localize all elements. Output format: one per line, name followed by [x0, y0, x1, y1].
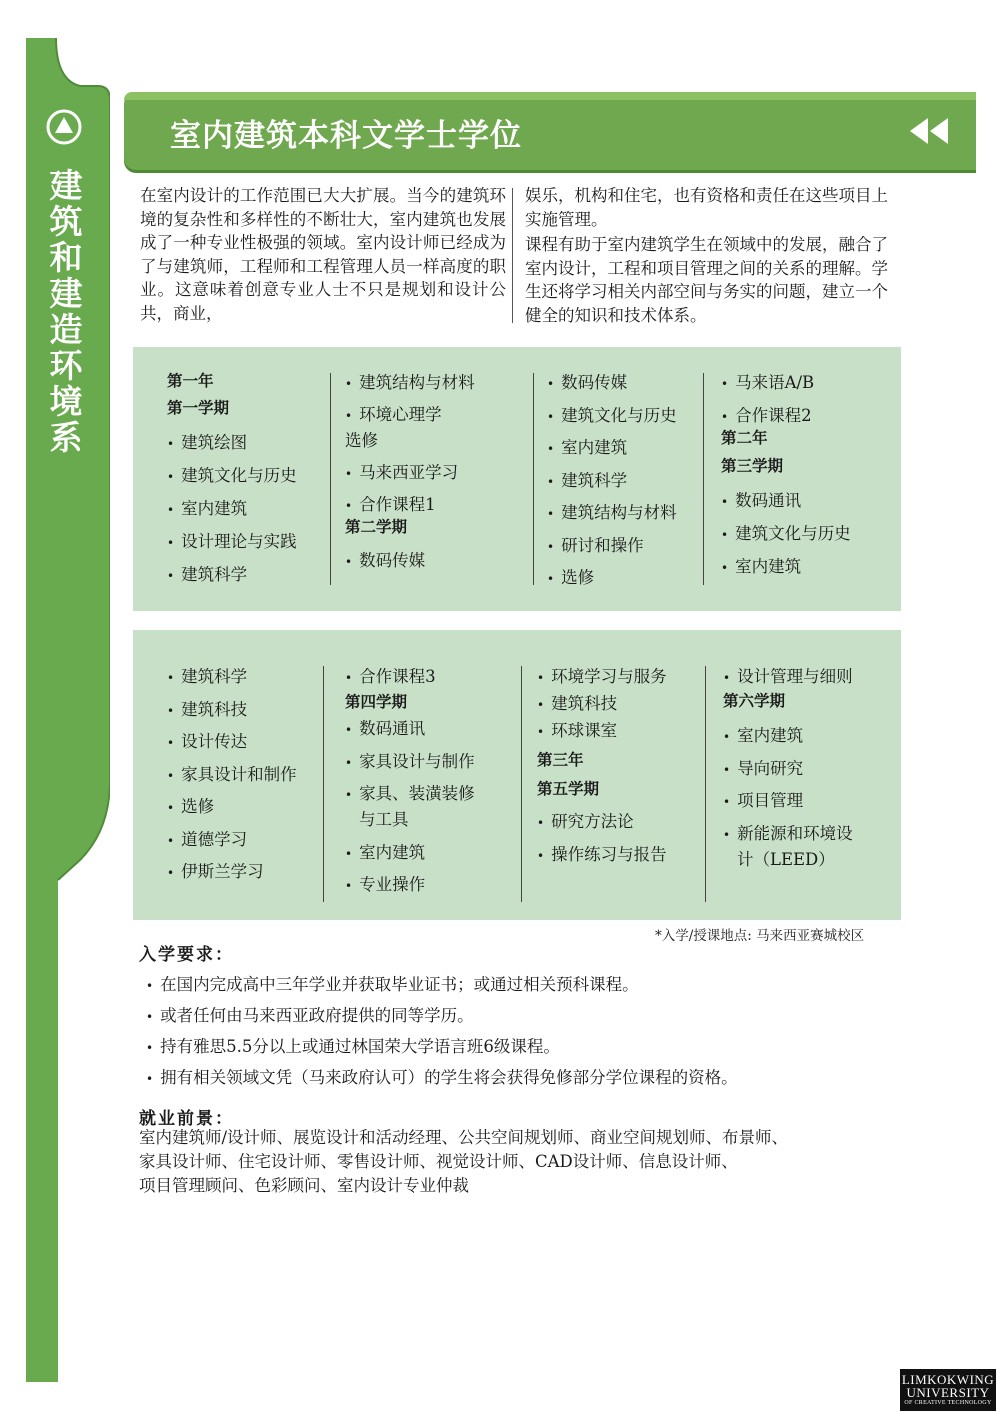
- department-title: 建筑和建造环境系: [49, 166, 83, 457]
- course-item: • 家具设计和制作: [167, 761, 297, 794]
- course-item: • 室内建筑: [345, 839, 475, 872]
- intro-paragraph: 课程有助于室内建筑学生在领域中的发展，融合了室内设计，工程和项目管理之间的关系的理解。学生还将学习相关内部空间与务实的问题，建立一个健全的知识和技术体系。: [525, 235, 888, 325]
- semester-heading: 第六学期: [723, 692, 786, 710]
- year-heading: 第一年: [167, 372, 214, 390]
- course-item: • 建筑科学: [547, 467, 677, 500]
- requirement-item: • 拥有相关领域文凭（马来政府认可）的学生将会获得免修部分学位课程的资格。: [146, 1063, 738, 1094]
- curriculum-column: [167, 663, 297, 891]
- course-item: • 合作课程2: [721, 402, 851, 426]
- course-item: • 室内建筑: [167, 495, 297, 528]
- course-item: • 建筑科技: [167, 696, 297, 729]
- course-item: • 环境心理学: [345, 401, 475, 427]
- semester-heading: 第二学期: [345, 518, 408, 536]
- course-item: • 选修: [547, 564, 677, 597]
- column-divider: [323, 666, 324, 902]
- course-item: • 道德学习: [167, 826, 297, 859]
- course-item: • 建筑绘图: [167, 429, 297, 462]
- course-item: • 项目管理: [723, 787, 853, 820]
- triangle-circle-icon: [45, 108, 83, 146]
- year-heading: 第三年: [537, 751, 584, 769]
- course-item: • 研究方法论: [537, 808, 667, 841]
- side-band: [0, 0, 110, 1415]
- semester-heading: 第五学期: [537, 780, 600, 798]
- careers-line: 项目管理顾问、色彩顾问、室内设计专业仲裁: [139, 1176, 469, 1195]
- curriculum-column: [723, 663, 853, 872]
- course-item: • 专业操作: [345, 871, 475, 904]
- course-item: • 马来西亚学习: [345, 459, 475, 491]
- course-item: • 合作课程3: [345, 663, 475, 690]
- curriculum-box-1: [133, 347, 901, 611]
- requirements-title: 入学要求：: [139, 945, 234, 965]
- course-item: • 建筑科技: [537, 690, 667, 717]
- course-item-continued: 与工具: [359, 810, 409, 829]
- curriculum-column: [721, 369, 851, 586]
- course-item: • 合作课程1: [345, 491, 475, 515]
- university-logo: [900, 1369, 996, 1411]
- header-bar: [124, 92, 976, 170]
- column-divider: [703, 373, 704, 585]
- course-item: • 建筑结构与材料: [547, 499, 677, 532]
- course-item: • 数码传媒: [345, 547, 475, 579]
- logo-line: OF CREATIVE TECHNOLOGY: [904, 1400, 992, 1406]
- course-item: • 家具设计与制作: [345, 748, 475, 781]
- year-heading: 第二年: [721, 429, 768, 447]
- curriculum-column: [537, 663, 667, 874]
- campus-note: *入学/授课地点: 马来西亚赛城校区: [655, 928, 865, 944]
- curriculum-box-2: [133, 630, 901, 920]
- requirement-item: • 或者任何由马来西亚政府提供的同等学历。: [146, 1001, 738, 1032]
- column-divider: [521, 666, 522, 902]
- logo-line: UNIVERSITY: [906, 1385, 990, 1400]
- course-item: • 导向研究: [723, 755, 853, 788]
- curriculum-column: [345, 663, 475, 904]
- course-item: • 室内建筑: [721, 553, 851, 586]
- course-item: • 选修: [167, 793, 297, 826]
- careers-title: 就业前景：: [139, 1109, 234, 1129]
- requirements-list: [146, 970, 738, 1094]
- course-item: 选修: [345, 431, 378, 450]
- course-item: • 建筑文化与历史: [167, 462, 297, 495]
- course-item: • 设计理论与实践: [167, 528, 297, 561]
- column-divider: [330, 373, 331, 585]
- intro-paragraph: 在室内设计的工作范围已大大扩展。当今的建筑环境的复杂性和多样性的不断壮大，室内建筑也发展成了一种专业性极强的领域。室内设计师已经成为了与建筑师，工程师和工程管理人员一样高度的职业。这意味着创意专业人士不只是规划和设计公共，商业，: [140, 186, 506, 323]
- intro-divider: [512, 188, 513, 323]
- course-item: • 建筑科学: [167, 663, 297, 696]
- course-item: • 室内建筑: [547, 434, 677, 467]
- course-item: • 环境学习与服务: [537, 663, 667, 690]
- course-item: • 数码通讯: [345, 715, 475, 748]
- course-item: • 家具、装潢装修: [345, 780, 475, 806]
- intro-paragraph: 娱乐，机构和住宅，也有资格和责任在这些项目上实施管理。: [525, 186, 888, 229]
- logo-line: LIMKOKWING: [901, 1372, 995, 1387]
- course-item: • 建筑文化与历史: [547, 402, 677, 435]
- page-title: 室内建筑本科文学士学位: [170, 118, 522, 154]
- course-item: • 数码通讯: [721, 487, 851, 520]
- course-item: • 建筑科学: [167, 561, 297, 594]
- requirement-item: • 在国内完成高中三年学业并获取毕业证书；或通过相关预科课程。: [146, 970, 738, 1001]
- semester-heading: 第四学期: [345, 693, 408, 711]
- course-item: • 环球课室: [537, 717, 667, 748]
- curriculum-column: [345, 369, 475, 579]
- curriculum-column: [167, 369, 297, 594]
- course-item: • 研讨和操作: [547, 532, 677, 565]
- course-item: • 马来语A/B: [721, 369, 851, 402]
- intro-right-column: [525, 184, 897, 329]
- column-divider: [705, 666, 706, 902]
- careers-line: 家具设计师、住宅设计师、零售设计师、视觉设计师、CAD设计师、信息设计师、: [139, 1152, 738, 1171]
- curriculum-column: [547, 369, 677, 597]
- course-item: • 数码传媒: [547, 369, 677, 402]
- course-item: • 设计管理与细则: [723, 663, 853, 689]
- course-item-continued: 计（LEED）: [737, 849, 835, 869]
- careers-line: 室内建筑师/设计师、展览设计和活动经理、公共空间规划师、商业空间规划师、布景师、: [139, 1128, 789, 1147]
- course-item: • 设计传达: [167, 728, 297, 761]
- course-item: • 建筑文化与历史: [721, 520, 851, 553]
- course-item: • 操作练习与报告: [537, 841, 667, 874]
- careers-text: [139, 1126, 909, 1198]
- semester-heading: 第一学期: [167, 399, 230, 417]
- semester-heading: 第三学期: [721, 457, 784, 475]
- course-item: • 室内建筑: [723, 722, 853, 755]
- course-item: • 建筑结构与材料: [345, 369, 475, 401]
- course-item: • 新能源和环境设: [723, 820, 853, 846]
- requirement-item: • 持有雅思5.5分以上或通过林国荣大学语言班6级课程。: [146, 1032, 738, 1063]
- column-divider: [533, 373, 534, 585]
- double-chevron-left-icon[interactable]: [908, 116, 954, 146]
- course-item: • 伊斯兰学习: [167, 858, 297, 891]
- intro-left-column: [140, 184, 506, 327]
